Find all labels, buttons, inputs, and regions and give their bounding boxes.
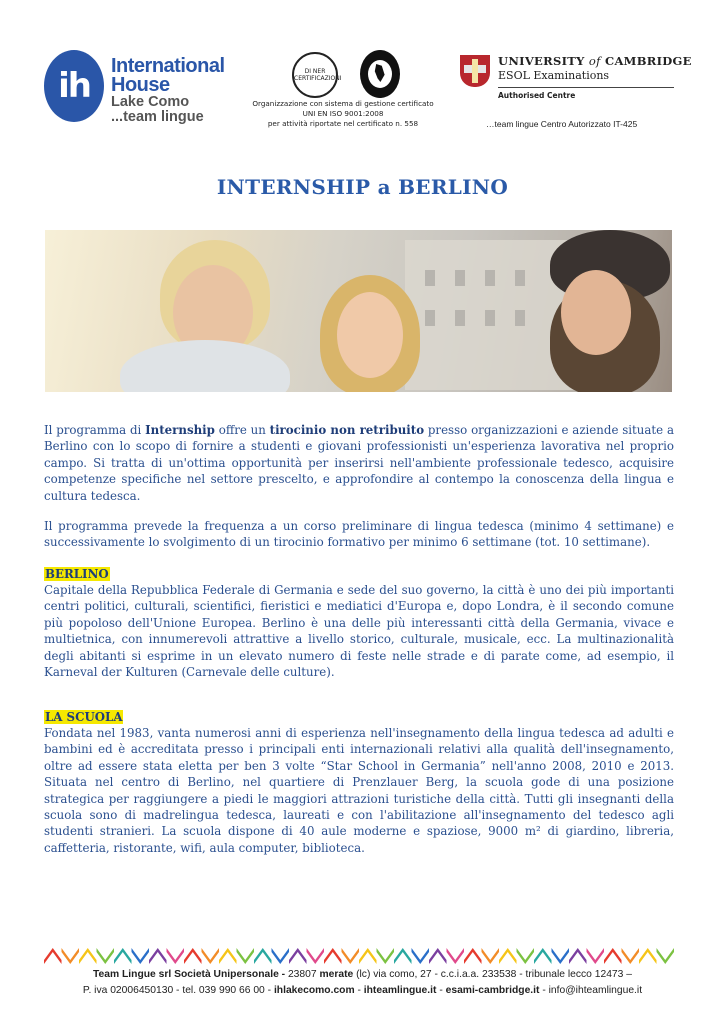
- zigzag-segment: [569, 948, 587, 964]
- zigzag-segment: [517, 948, 535, 964]
- zigzag-segment: [219, 948, 237, 964]
- page-title: INTERNSHIP a BERLINO: [216, 175, 509, 199]
- berlino-text: Capitale della Repubblica Federale di Germania e sede del suo governo, la città è uno dei più importanti centri politici, culturali, scientifici, fieristici e mediatici d'Europa e, dopo Londra, è il secondo comune più popoloso dell'Unione Europea. Berlino è una delle più interessanti città della Germania, vivace e multietnica, con innumerevoli attrattive a livello storico, culturale, musicale, ecc. La multinazionalità degli abitanti si esprime in un elevato numero di feste nelle strade e di parate come, ad esempio, il Karneval der Kulturen (Carnevale delle culture).: [44, 583, 674, 680]
- hero-photo: [45, 230, 672, 392]
- intro-paragraph-2: Il programma prevede la frequenza a un corso preliminare di lingua tedesca (minimo 4 settimane) e successivamente lo svolgimento di un tirocinio formativo per minimo 6 settimane (tot. 10 settimane).: [44, 519, 674, 550]
- zigzag-segment: [464, 948, 482, 964]
- zigzag-segment: [97, 948, 115, 964]
- ih-name-line2: House: [111, 74, 170, 96]
- berlino-heading: BERLINO: [45, 567, 109, 581]
- footer-link-ihlakecomo[interactable]: ihlakecomo.com: [273, 985, 355, 996]
- zigzag-segment: [377, 948, 395, 964]
- ih-logo-mark: ih: [44, 50, 104, 122]
- zigzag-segment: [184, 948, 202, 964]
- zigzag-segment: [167, 948, 185, 964]
- scuola-heading: LA SCUOLA: [45, 710, 123, 724]
- ih-sub-line2: ...team lingue: [111, 109, 204, 125]
- zigzag-segment: [657, 948, 675, 964]
- zigzag-segment: [587, 948, 605, 964]
- cert-line-3: per attività riportate nel certificato n. 558: [267, 119, 419, 128]
- footer-line-1: Team Lingue srl Società Unipersonale - 23807 merate (lc) via como, 27 - c.c.i.a.a. 233538 - tribunale lecco 12473 –: [93, 969, 632, 980]
- zigzag-segment: [307, 948, 325, 964]
- cambridge-shield-icon: [460, 55, 490, 87]
- zigzag-segment: [604, 948, 622, 964]
- zigzag-segment: [622, 948, 640, 964]
- zigzag-segment: [499, 948, 517, 964]
- zigzag-segment: [412, 948, 430, 964]
- centre-note: …team lingue Centro Autorizzato IT-425: [486, 119, 638, 129]
- certification-block: [248, 48, 438, 128]
- zigzag-segment: [429, 948, 447, 964]
- cambridge-divider: [498, 87, 674, 88]
- cambridge-name: UNIVERSITY of CAMBRIDGE: [498, 54, 692, 68]
- cambridge-esol: ESOL Examinations: [498, 69, 610, 82]
- zigzag-segment: [342, 948, 360, 964]
- zigzag-segment: [289, 948, 307, 964]
- seal-text: DI NER CERTIFICAZIONI: [294, 68, 342, 82]
- ih-sub-line1: Lake Como: [111, 94, 190, 110]
- zigzag-segment: [482, 948, 500, 964]
- ih-name-line1: International: [111, 55, 225, 77]
- zigzag-segment: [394, 948, 412, 964]
- zigzag-segment: [132, 948, 150, 964]
- footer-link-ihteamlingue[interactable]: ihteamlingue.it: [363, 985, 437, 996]
- zigzag-segment: [639, 948, 657, 964]
- zigzag-segment: [237, 948, 255, 964]
- zigzag-segment: [272, 948, 290, 964]
- intro-paragraph-1: Il programma di Internship offre un tirocinio non retribuito presso organizzazioni e aziende situate a Berlino con lo scopo di fornire a studenti e giovani professionisti un'esperienza lavorativa nel proprio campo. Si tratta di un'ottima opportunità per inserirsi nell'ambiente professionale tedesco, acquisire competenze specifiche nel settore prescelto, e approfondire al contempo la conoscenza della lingua e cultura tedesca.: [44, 423, 674, 503]
- footer-link-esami-cambridge[interactable]: esami-cambridge.it: [445, 985, 540, 996]
- zigzag-segment: [62, 948, 80, 964]
- zigzag-decoration: [44, 944, 674, 966]
- zigzag-segment: [254, 948, 272, 964]
- zigzag-segment: [534, 948, 552, 964]
- zigzag-segment: [552, 948, 570, 964]
- zigzag-segment: [447, 948, 465, 964]
- international-house-logo: [44, 50, 244, 130]
- footer-line-2: P. iva 02006450130 - tel. 039 990 66 00 - ihlakecomo.com - ihteamlingue.it - esami-cambridge.it - info@ihteamlingue.it: [82, 985, 643, 996]
- zigzag-segment: [44, 948, 62, 964]
- footer: [0, 967, 725, 999]
- zigzag-segment: [359, 948, 377, 964]
- zigzag-segment: [324, 948, 342, 964]
- scuola-text: Fondata nel 1983, vanta numerosi anni di esperienza nell'insegnamento della lingua tedesca ad adulti e bambini ed è accreditata presso i principali enti internazionali relativi alla qualità dell'insegnamento, oltre ad essere stata eletta per ben 3 volte “Star School in Germania” nell'anno 2008, 2010 e 2013. Situata nel centro di Berlino, nel quartiere di Prenzlauer Berg, la scuola gode di una posizione strategica per raggiungere a piedi le maggiori attrazioni turistiche della città. Tutti gli insegnanti della scuola sono di madrelingua tedesca, laureati e con l'abilitazione all'insegnamento del tedesco agli studenti stranieri. La scuola dispone di 40 aule moderne e spaziose, 9000 m² di giardino, libreria, caffetteria, ristorante, wifi, aula computer, biblioteca.: [44, 726, 674, 855]
- certification-seal-icon: [292, 52, 342, 98]
- cambridge-authorised: Authorised Centre: [498, 91, 576, 100]
- cert-line-2: UNI EN ISO 9001:2008: [302, 109, 384, 118]
- zigzag-segment: [79, 948, 97, 964]
- footer-email[interactable]: - info@ihteamlingue.it: [539, 985, 643, 996]
- zigzag-segment: [202, 948, 220, 964]
- accredia-seal-icon: [360, 50, 400, 98]
- cert-line-1: Organizzazione con sistema di gestione certificato: [252, 99, 434, 108]
- zigzag-segment: [114, 948, 132, 964]
- zigzag-segment: [149, 948, 167, 964]
